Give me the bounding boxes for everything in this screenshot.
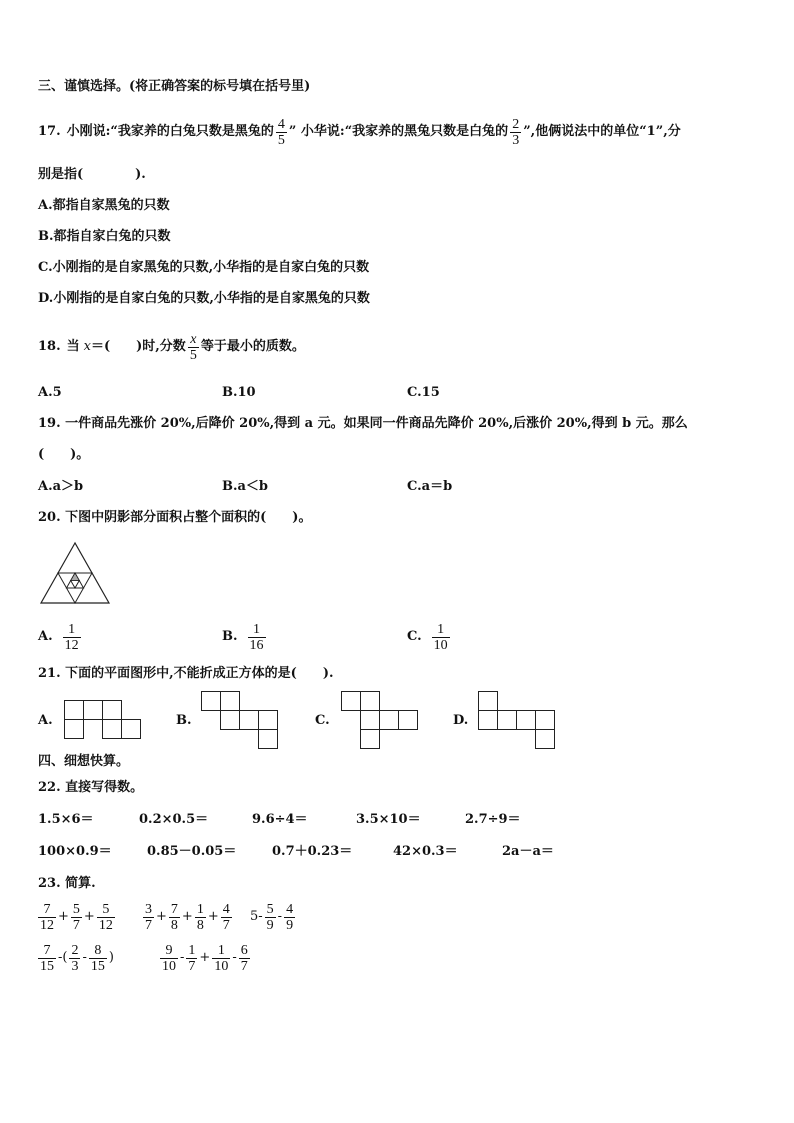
numerator: 6 <box>240 942 248 958</box>
question-22-title: 22. 直接写得数。 <box>38 780 144 795</box>
denominator: 10 <box>433 637 448 653</box>
denominator: 7 <box>222 917 230 933</box>
numerator: 1 <box>188 942 196 958</box>
question-18 <box>38 327 305 367</box>
q17-number: 17. <box>38 124 61 139</box>
net-square <box>341 691 361 711</box>
q22-item: 3.5×10＝ <box>356 812 421 827</box>
numerator: 2 <box>512 116 520 132</box>
denominator: 7 <box>145 917 152 933</box>
q22-item: 9.6÷4＝ <box>252 812 308 827</box>
denominator: 16 <box>249 637 264 653</box>
fraction <box>284 902 295 933</box>
denominator: 15 <box>90 958 105 974</box>
operator: -( <box>58 950 68 965</box>
net-square <box>258 710 278 730</box>
numerator: 1 <box>253 621 261 637</box>
denominator: 7 <box>240 958 248 974</box>
net-square <box>398 710 418 730</box>
question-23-title: 23. 简算. <box>38 876 96 891</box>
q22-item: 0.85－0.05＝ <box>147 844 237 859</box>
net-square <box>102 700 122 720</box>
net-square <box>478 710 498 730</box>
numerator: 2 <box>71 942 79 958</box>
q17-option-b: B.都指自家白兔的只数 <box>38 229 171 244</box>
q17-fraction-2 <box>510 117 521 148</box>
q19-option-c: C.a＝b <box>407 479 453 494</box>
q20-option-b-fraction <box>248 622 266 653</box>
numerator: 1 <box>437 621 445 637</box>
denominator: 15 <box>40 958 54 974</box>
operator: - <box>82 950 87 965</box>
operator: 5- <box>250 909 263 924</box>
question-20: 20. 下图中阴影部分面积占整个面积的( )。 <box>38 510 312 525</box>
q19-option-b: B.a＜b <box>222 479 269 494</box>
q19-line-2: ( )。 <box>38 447 90 462</box>
net-square <box>360 710 380 730</box>
denominator: 8 <box>196 917 204 933</box>
net-square <box>239 710 259 730</box>
denominator: 12 <box>64 637 79 653</box>
denominator: 8 <box>170 917 178 933</box>
q20-option-b-label: B. <box>222 629 238 644</box>
q22-item: 100×0.9＝ <box>38 844 112 859</box>
q22-item: 0.2×0.5＝ <box>139 812 209 827</box>
q18-text-2: ＝( )时,分数 <box>90 339 186 354</box>
q22-item: 2a－a＝ <box>502 844 554 859</box>
section-4-title: 四、细想快算。 <box>38 754 130 769</box>
numerator: 4 <box>277 116 285 132</box>
q20-option-a-fraction <box>63 622 81 653</box>
net-square <box>478 691 498 711</box>
fraction <box>38 943 56 974</box>
net-square <box>497 710 517 730</box>
denominator: 7 <box>188 958 196 974</box>
numerator: 1 <box>196 901 204 917</box>
q19-option-a: A.a＞b <box>38 479 84 494</box>
q18-text-3: 等于最小的质数。 <box>200 339 305 354</box>
net-square <box>360 691 380 711</box>
numerator: 7 <box>43 942 51 958</box>
fraction <box>186 943 197 974</box>
q17-fraction-1 <box>276 117 287 148</box>
net-square <box>64 700 84 720</box>
fraction <box>169 902 180 933</box>
numerator: 7 <box>43 901 51 917</box>
denominator: 5 <box>277 132 285 148</box>
fraction <box>195 902 206 933</box>
net-square <box>121 719 141 739</box>
fraction <box>97 902 115 933</box>
q22-item: 1.5×6＝ <box>38 812 94 827</box>
fraction <box>71 902 82 933</box>
fraction <box>160 943 178 974</box>
fraction <box>38 902 56 933</box>
q22-item: 42×0.3＝ <box>393 844 458 859</box>
q18-number: 18. <box>38 339 61 354</box>
net-square <box>535 710 555 730</box>
q20-triangle-figure <box>38 540 112 606</box>
numerator: 1 <box>217 942 225 958</box>
q18-fraction <box>188 332 199 363</box>
operator: ) <box>108 950 114 965</box>
net-square <box>516 710 536 730</box>
operator: + <box>156 909 167 924</box>
q17-option-c: C.小刚指的是自家黑兔的只数,小华指的是自家白兔的只数 <box>38 260 370 275</box>
q18-variable: x <box>83 339 91 354</box>
net-square <box>83 700 103 720</box>
q18-option-a: A.5 <box>38 385 62 400</box>
q21-option-c-label: C. <box>315 713 330 728</box>
fraction <box>239 943 250 974</box>
denominator: 12 <box>98 917 113 933</box>
q23-expression-4 <box>36 941 114 975</box>
operator: + <box>199 950 211 965</box>
question-19: 19. 一件商品先涨价 20%,后降价 20%,得到 a 元。如果同一件商品先降价 20%,后涨价 20%,得到 b 元。那么 <box>38 416 688 431</box>
net-square <box>102 719 122 739</box>
net-square <box>535 729 555 749</box>
q18-option-c: C.15 <box>407 385 440 400</box>
operator: - <box>180 950 185 965</box>
net-square <box>258 729 278 749</box>
net-square <box>201 691 221 711</box>
operator: + <box>58 909 69 924</box>
numerator: 7 <box>170 901 178 917</box>
net-square <box>220 691 240 711</box>
fraction <box>212 943 230 974</box>
fraction <box>221 902 232 933</box>
net-square <box>64 719 84 739</box>
denominator: 10 <box>162 958 176 974</box>
q23-expression-3 <box>250 900 297 934</box>
q17-text-1: 小刚说:“我家养的白兔只数是黑兔的 <box>66 124 274 139</box>
q22-item: 2.7÷9＝ <box>465 812 521 827</box>
q21-option-b-label: B. <box>176 713 192 728</box>
numerator: 5 <box>102 901 110 917</box>
net-square <box>220 710 240 730</box>
numerator: 4 <box>222 901 230 917</box>
q17-option-d: D.小刚指的是自家白兔的只数,小华指的是自家黑兔的只数 <box>38 291 370 306</box>
net-square <box>360 729 380 749</box>
q18-option-b: B.10 <box>222 385 256 400</box>
numerator: 5 <box>266 901 274 917</box>
fraction <box>89 943 107 974</box>
q20-option-b <box>222 617 268 657</box>
operator: + <box>207 909 219 924</box>
q21-option-a-label: A. <box>38 713 53 728</box>
q20-option-c <box>407 617 452 657</box>
denominator: 9 <box>266 917 274 933</box>
q17-line-2: 别是指( ). <box>38 167 146 182</box>
q20-option-c-label: C. <box>407 629 422 644</box>
q22-item: 0.7＋0.23＝ <box>272 844 353 859</box>
denominator: 9 <box>286 917 294 933</box>
denominator: 12 <box>40 917 54 933</box>
denominator: 5 <box>189 347 197 363</box>
fraction <box>143 902 154 933</box>
numerator: 8 <box>94 942 102 958</box>
denominator: 10 <box>214 958 229 974</box>
denominator: 7 <box>72 917 80 933</box>
q20-option-c-fraction <box>432 622 450 653</box>
q20-option-a-label: A. <box>38 629 53 644</box>
denominator: 3 <box>512 132 520 148</box>
fraction <box>69 943 80 974</box>
section-3-title: 三、谨慎选择。(将正确答案的标号填在括号里) <box>38 79 311 94</box>
numerator: 1 <box>68 621 76 637</box>
operator: + <box>83 909 95 924</box>
q23-expression-2 <box>141 900 234 934</box>
q17-option-a: A.都指自家黑兔的只数 <box>38 198 170 213</box>
numerator: 3 <box>145 901 152 917</box>
net-square <box>379 710 399 730</box>
q23-expression-5 <box>158 941 252 975</box>
q18-text-1: 当 <box>66 339 80 354</box>
q23-expression-1 <box>36 900 117 934</box>
numerator: 5 <box>72 901 80 917</box>
fraction <box>265 902 276 933</box>
operator: - <box>277 909 283 924</box>
q21-option-d-label: D. <box>453 713 469 728</box>
operator: + <box>181 909 193 924</box>
question-17 <box>38 112 681 152</box>
q17-text-2: ” 小华说:“我家养的黑兔只数是白兔的 <box>288 124 509 139</box>
numerator: 4 <box>286 901 294 917</box>
q17-text-3: ”,他俩说法中的单位“1”,分 <box>523 124 681 139</box>
denominator: 3 <box>71 958 79 974</box>
operator: - <box>232 950 237 965</box>
question-21: 21. 下面的平面图形中,不能折成正方体的是( ). <box>38 666 334 681</box>
numerator: x <box>190 331 197 347</box>
numerator: 9 <box>165 942 173 958</box>
q20-option-a <box>38 617 83 657</box>
